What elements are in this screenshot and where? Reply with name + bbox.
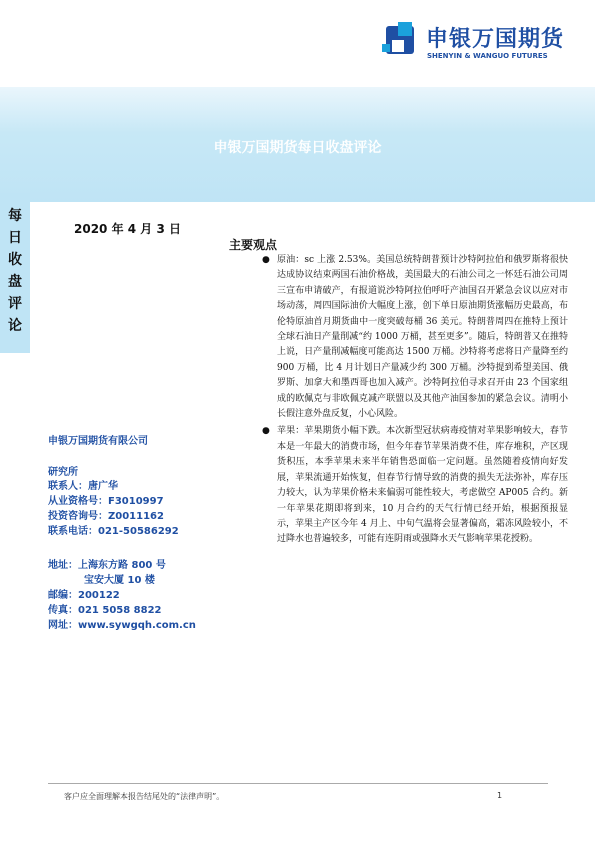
- bullet-icon: ●: [262, 255, 270, 265]
- footer-divider: [48, 783, 548, 784]
- address-line-2: 宝安大厦 10 楼: [84, 575, 155, 586]
- report-date: 2020 年 4 月 3 日: [74, 222, 181, 236]
- paragraph-crude-oil: [262, 253, 568, 422]
- contact-department: 研究所: [48, 467, 78, 478]
- section-heading: 主要观点: [229, 238, 278, 252]
- contact-phone: 联系电话：021-50586292: [48, 526, 179, 537]
- footer-disclaimer: 客户应全面理解本报告结尾处的“法律声明”。: [64, 792, 225, 801]
- contact-qualification: 从业资格号：F3010997: [48, 496, 164, 507]
- contact-consulting-id: 投资咨询号：Z0011162: [48, 511, 164, 522]
- sidebar-tab: [0, 193, 30, 353]
- company-name: 申银万国期货有限公司: [48, 436, 148, 447]
- postal-code: 邮编：200122: [48, 590, 120, 601]
- title-banner: [0, 87, 595, 202]
- fax: 传真：021 5058 8822: [48, 605, 162, 616]
- paragraph-apple: [262, 424, 568, 547]
- article-body: [262, 253, 568, 548]
- paragraph-text: 苹果：苹果期货小幅下跌。本次新型冠状病毒疫情对苹果影响较大，春节本是一年最大的消费市场，但今年春节苹果消费不佳，库存堆积，产区现货积压，本季苹果未来半年销售恐面临一定问题。虽然随着疫情向好发展，苹果流通开始恢复，但春节行情导致的消费的损失无法弥补，库存压力较大，认为苹果价格未来偏弱可能性较大，考虑做空 AP005 合约。新一年苹果花期即将到来，10 月合约的天气行情已经开始，根据预报显示，苹果主产区今年 4 月上、中旬气温将会显著偏高，霜冻风险较小，不过降水也普遍较多，可能有连阴雨或强降水天气影响苹果花授粉。: [277, 426, 568, 545]
- sidebar-label: 每日收盘评论: [8, 208, 22, 334]
- bullet-icon: ●: [262, 426, 270, 437]
- company-logo: [380, 18, 580, 68]
- address-line-1: 地址：上海东方路 800 号: [48, 560, 166, 571]
- contact-person: 联系人：唐广华: [48, 481, 118, 492]
- page-number: 1: [497, 791, 503, 800]
- report-title: 申银万国期货每日收盘评论: [213, 140, 382, 156]
- logo-chinese-name: 申银万国期货: [426, 27, 565, 52]
- website: 网址：www.sywgqh.com.cn: [48, 620, 196, 631]
- paragraph-text: 原油：sc 上涨 2.53%。美国总统特朗普预计沙特阿拉伯和俄罗斯将很快达成协议结束两国石油价格战，美国最大的石油公司之一怀廷石油公司周三宣布申请破产，有报道说沙特阿拉伯呼吁产油国召开紧急会议以应对市场动荡，周四国际油价大幅度上涨，创下单日原油期货涨幅历史最高，布伦特原油首月期货曲中一度突破每桶 36 美元。特朗普周四在推特上预计全球石油日产量削减“约 1000 万桶，甚至更多”。随后，特朗普又在推特上说，日产量削减幅度可能高达 1500 万桶。沙特将考虑将日产量降至约 900 万桶，比 4 月计划日产量减少约 300 万桶。沙特提到希望美国、俄罗斯、加拿大和墨西哥也加入减产。沙特阿拉伯寻求召开由 23 个国家组成的欧佩克与非欧佩克减产联盟以及其他产油国参加的紧急会议。清明小长假注意外盘反复，小心风险。: [277, 255, 568, 420]
- logo-icon: [380, 20, 420, 60]
- logo-english-name: SHENYIN & WANGUO FUTURES: [427, 52, 548, 60]
